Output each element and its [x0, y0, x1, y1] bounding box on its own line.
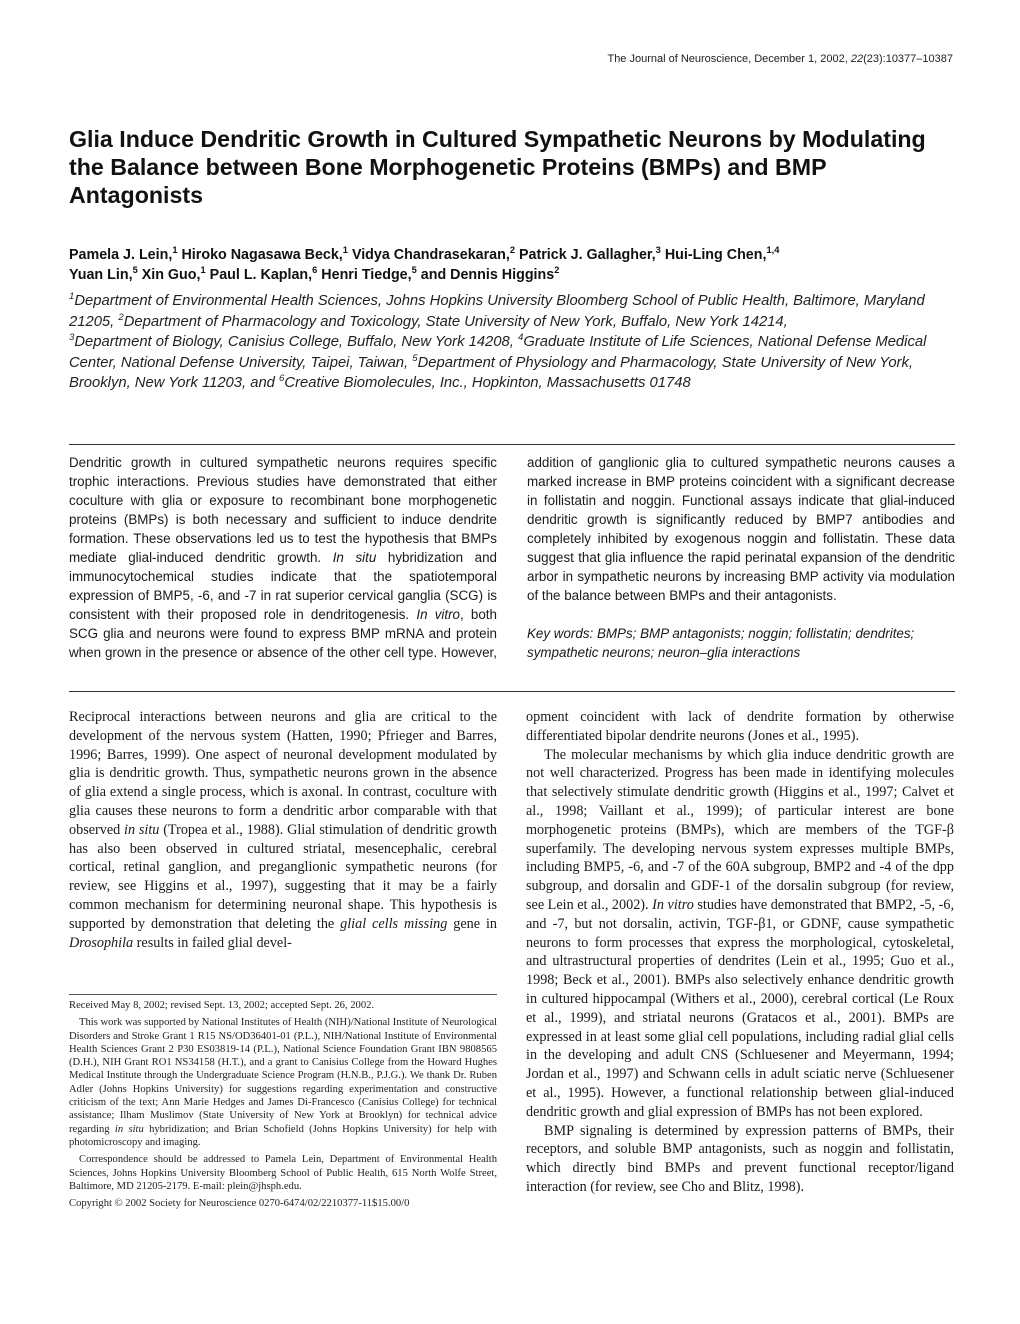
- affiliation: Graduate Institute of Life Sciences, National Defense Medical Center, National Defense University, Taipei, Taiwan,: [69, 334, 927, 371]
- journal-citation: The Journal of Neuroscience, December 1, 2002,: [607, 53, 851, 65]
- acknowledgments: This work was supported by National Institutes of Health (NIH)/National Institute of Neurological Disorders and Stroke Grant 1 R15 NS/OD36401-01 (P.L.), NIH/National Institute of Environmental Health Sciences Grant 2 P30 ES03819-14 (P.L.), National Science Foundation Grant IBN 9808565 (D.H.), NIH Grant RO1 NS34158 (H.T.), and a grant to Canisius College from the Howard Hughes Medical Institute through the Undergraduate Science Program (H.N.B., P.J.G.). We thank Dr. Ruben Adler (Johns Hopkins University) for suggestions regarding experimentation and constructive criticism of the text; Ann Marie Hedges and James Di-Francesco (Canisius College) for technical assistance; Ilham Muslimov (State University of New York at Brooklyn) for technical advice regarding in situ hybridization; and Brian Schofield (Johns Hopkins University) for help with photomicroscopy and imaging.: [69, 1017, 497, 1148]
- journal-issue-pages: (23):10377–10387: [863, 53, 953, 65]
- keywords: Key words: BMPs; BMP antagonists; noggin; follistatin; dendrites; sympathetic neurons; neuron–glia interactions: [527, 626, 915, 660]
- affiliation: Department of Pharmacology and Toxicology, State University of New York, Buffalo, New York 14214,: [123, 313, 788, 330]
- author: Paul L. Kaplan,$^6$: [209, 265, 318, 283]
- abstract-bottom-rule: [69, 691, 955, 692]
- body-paragraph: Reciprocal interactions between neurons and glia are critical to the development of the nervous system (Hatten, 1990; Pfrieger and Barres, 1996; Barres, 1999). One aspect of neuronal development modulated by glia is dendritic growth. Thus, sympathetic neurons grown in the absence of glia extend a single process, which is axonal. In contrast, coculture with glia causes these neurons to form a dendritic arbor comparable with that observed in situ (Tropea et al., 1988). Glial stimulation of dendritic growth has also been observed in cultured striatal, mesencephalic, cerebral cortical, retinal ganglion, and preganglionic sympathetic neurons (for review, see Higgins et al., 1997), suggesting that it may be a fairly common mechanism for determining neuronal shape. This hypothesis is supported by demonstration that deleting the glial cells missing gene in Drosophila results in failed glial devel-: [69, 709, 497, 951]
- journal-volume: 22: [850, 53, 864, 65]
- body-column-left: [69, 708, 497, 952]
- author: Henri Tiedge,$^5$: [321, 265, 417, 283]
- footnote-rule: [69, 994, 497, 995]
- received-dates: Received May 8, 2002; revised Sept. 13, 2002; accepted Sept. 26, 2002.: [69, 1000, 375, 1011]
- author: Vidya Chandrasekaran,$^2$: [351, 245, 515, 263]
- author: Yuan Lin,$^5$: [69, 265, 138, 283]
- abstract: [69, 453, 955, 683]
- author: Xin Guo,$^1$: [141, 265, 206, 283]
- author: Pamela J. Lein,$^1$: [69, 245, 178, 263]
- copyright: Copyright © 2002 Society for Neuroscience 0270-6474/02/2210377-11$15.00/0: [69, 1198, 410, 1210]
- affiliation: Creative Biomolecules, Inc., Hopkinton, Massachusetts 01748: [284, 375, 691, 391]
- author: Patrick J. Gallagher,$^3$: [518, 245, 661, 263]
- footnotes: [69, 999, 497, 1214]
- author: Hui-Ling Chen,$^{1,4}$: [664, 245, 780, 263]
- affiliation: Department of Environmental Health Sciences, Johns Hopkins University Bloomberg School of Public Health, Baltimore, Maryland 21205,: [69, 293, 925, 330]
- body-paragraph: BMP signaling is determined by expression patterns of BMPs, their receptors, and soluble BMP antagonists, such as noggin and follistatin, which directly bind BMPs and prevent functional receptor/ligand interaction (for review, see Cho and Blitz, 1998).: [526, 1122, 954, 1195]
- body-paragraph: opment coincident with lack of dendrite formation by otherwise differentiated bipolar dendrite neurons (Jones et al., 1995).: [526, 709, 954, 744]
- running-head: [607, 53, 953, 65]
- author: Hiroko Nagasawa Beck,$^1$: [181, 245, 348, 263]
- abstract-text: Dendritic growth in cultured sympathetic neurons requires specific trophic interactions. Previous studies have demonstrated that either coculture with glia or exposure to recombinant bone morphogenetic proteins (BMPs) is both necessary and sufficient to induce dendrite formation. These observations led us to test the hypothesis that BMPs mediate glial-induced dendritic growth. In situ hybridization and immunocytochemical studies indicate that the spatiotemporal expression of BMP5, -6, and -7 in rat superior cervical ganglia (SCG) is consistent with their proposed role in dendritogenesis. In vitro, both SCG glia and neurons were found to express BMP mRNA and protein when grown in the presence or absence of the other cell type. However, addition of ganglionic glia to cultured sympathetic neurons causes a marked increase in BMP proteins coincident with a significant decrease in follistatin and noggin. Functional assays indicate that glial-induced dendritic growth is significantly reduced by BMP7 antibodies and completely inhibited by exogenous noggin and follistatin. These data suggest that glia influence the rapid perinatal expansion of the dendritic arbor in sympathetic neurons by increasing BMP activity via modulation of the balance between BMPs and their antagonists.: [69, 455, 955, 660]
- author-list: [69, 245, 959, 285]
- author: and Dennis Higgins$^2$: [420, 265, 560, 283]
- abstract-top-rule: [69, 444, 955, 445]
- affiliation: Department of Physiology and Pharmacology, State University of New York, Brooklyn, New York 11203, and: [69, 354, 913, 391]
- article-title: Glia Induce Dendritic Growth in Cultured Sympathetic Neurons by Modulating the Balance between Bone Morphogenetic Proteins (BMPs) and BMP Antagonists: [69, 126, 926, 208]
- affiliation: Department of Biology, Canisius College, Buffalo, New York 14208,: [74, 334, 518, 350]
- correspondence: Correspondence should be addressed to Pamela Lein, Department of Environmental Health Sciences, Johns Hopkins University Bloomberg School of Public Health, 615 North Wolfe Street, Baltimore, MD 21205-2179. E-mail: plein@jhsph.edu.: [69, 1154, 497, 1192]
- affiliations: $^1$Department of Environmental Health Sciences, Johns Hopkins University Bloomberg School of Public Health, Baltimore, Maryland 21205, $^2$Department of Pharmacology and Toxicology, State University of New York, Buffalo, New York 14214, $^3$Department of Biology, Canisius College, Buffalo, New York 14208, $^4$Graduate Institute of Life Sciences, National Defense Medical Center, National Defense University, Taipei, Taiwan, $^5$Department of Physiology and Pharmacology, State University of New York, Brooklyn, New York 11203, and $^6$Creative Biomolecules, Inc., Hopkinton, Massachusetts 01748: [69, 291, 927, 391]
- body-paragraph: The molecular mechanisms by which glia induce dendritic growth are not well characterized. Progress has been made in identifying molecules that selectively stimulate dendritic growth (Higgins et al., 1997; Calvet et al., 1998; Vaillant et al., 1999); of particular interest are bone morphogenetic proteins (BMPs), which are members of the TGF-β superfamily. The developing nervous system expresses multiple BMPs, including BMP5, -6, and -7 of the 60A subgroup, BMP2 and -4 of the dpp subgroup, and dorsalin and GDF-1 of the dorsalin subgroup (for review, see Lein et al., 2002). In vitro studies have demonstrated that BMP2, -5, -6, and -7, but not dorsalin, activin, TGF-β1, or GDNF, cause sympathetic neurons to form processes that express the morphological, cytoskeletal, and ultrastructural properties of dendrites (Lein et al., 1995; Guo et al., 1998; Beck et al., 2001). BMPs also selectively enhance dendritic growth in cultured hippocampal (Withers et al., 2000), cerebral cortical (Le Roux et al., 1999), and striatal neurons (Gratacos et al., 2001). BMPs are expressed in at least some glial cell populations, including radial glial cells in the developing and adult CNS (Schluesener and Meyermann, 1994; Jordan et al., 1997) and Schwann cells in adult sciatic nerve (Schluesener et al., 1995). However, a functional relationship between glial-induced dendritic growth and glial expression of BMPs has not been explored.: [526, 746, 954, 1120]
- body-column-right: [526, 708, 954, 1197]
